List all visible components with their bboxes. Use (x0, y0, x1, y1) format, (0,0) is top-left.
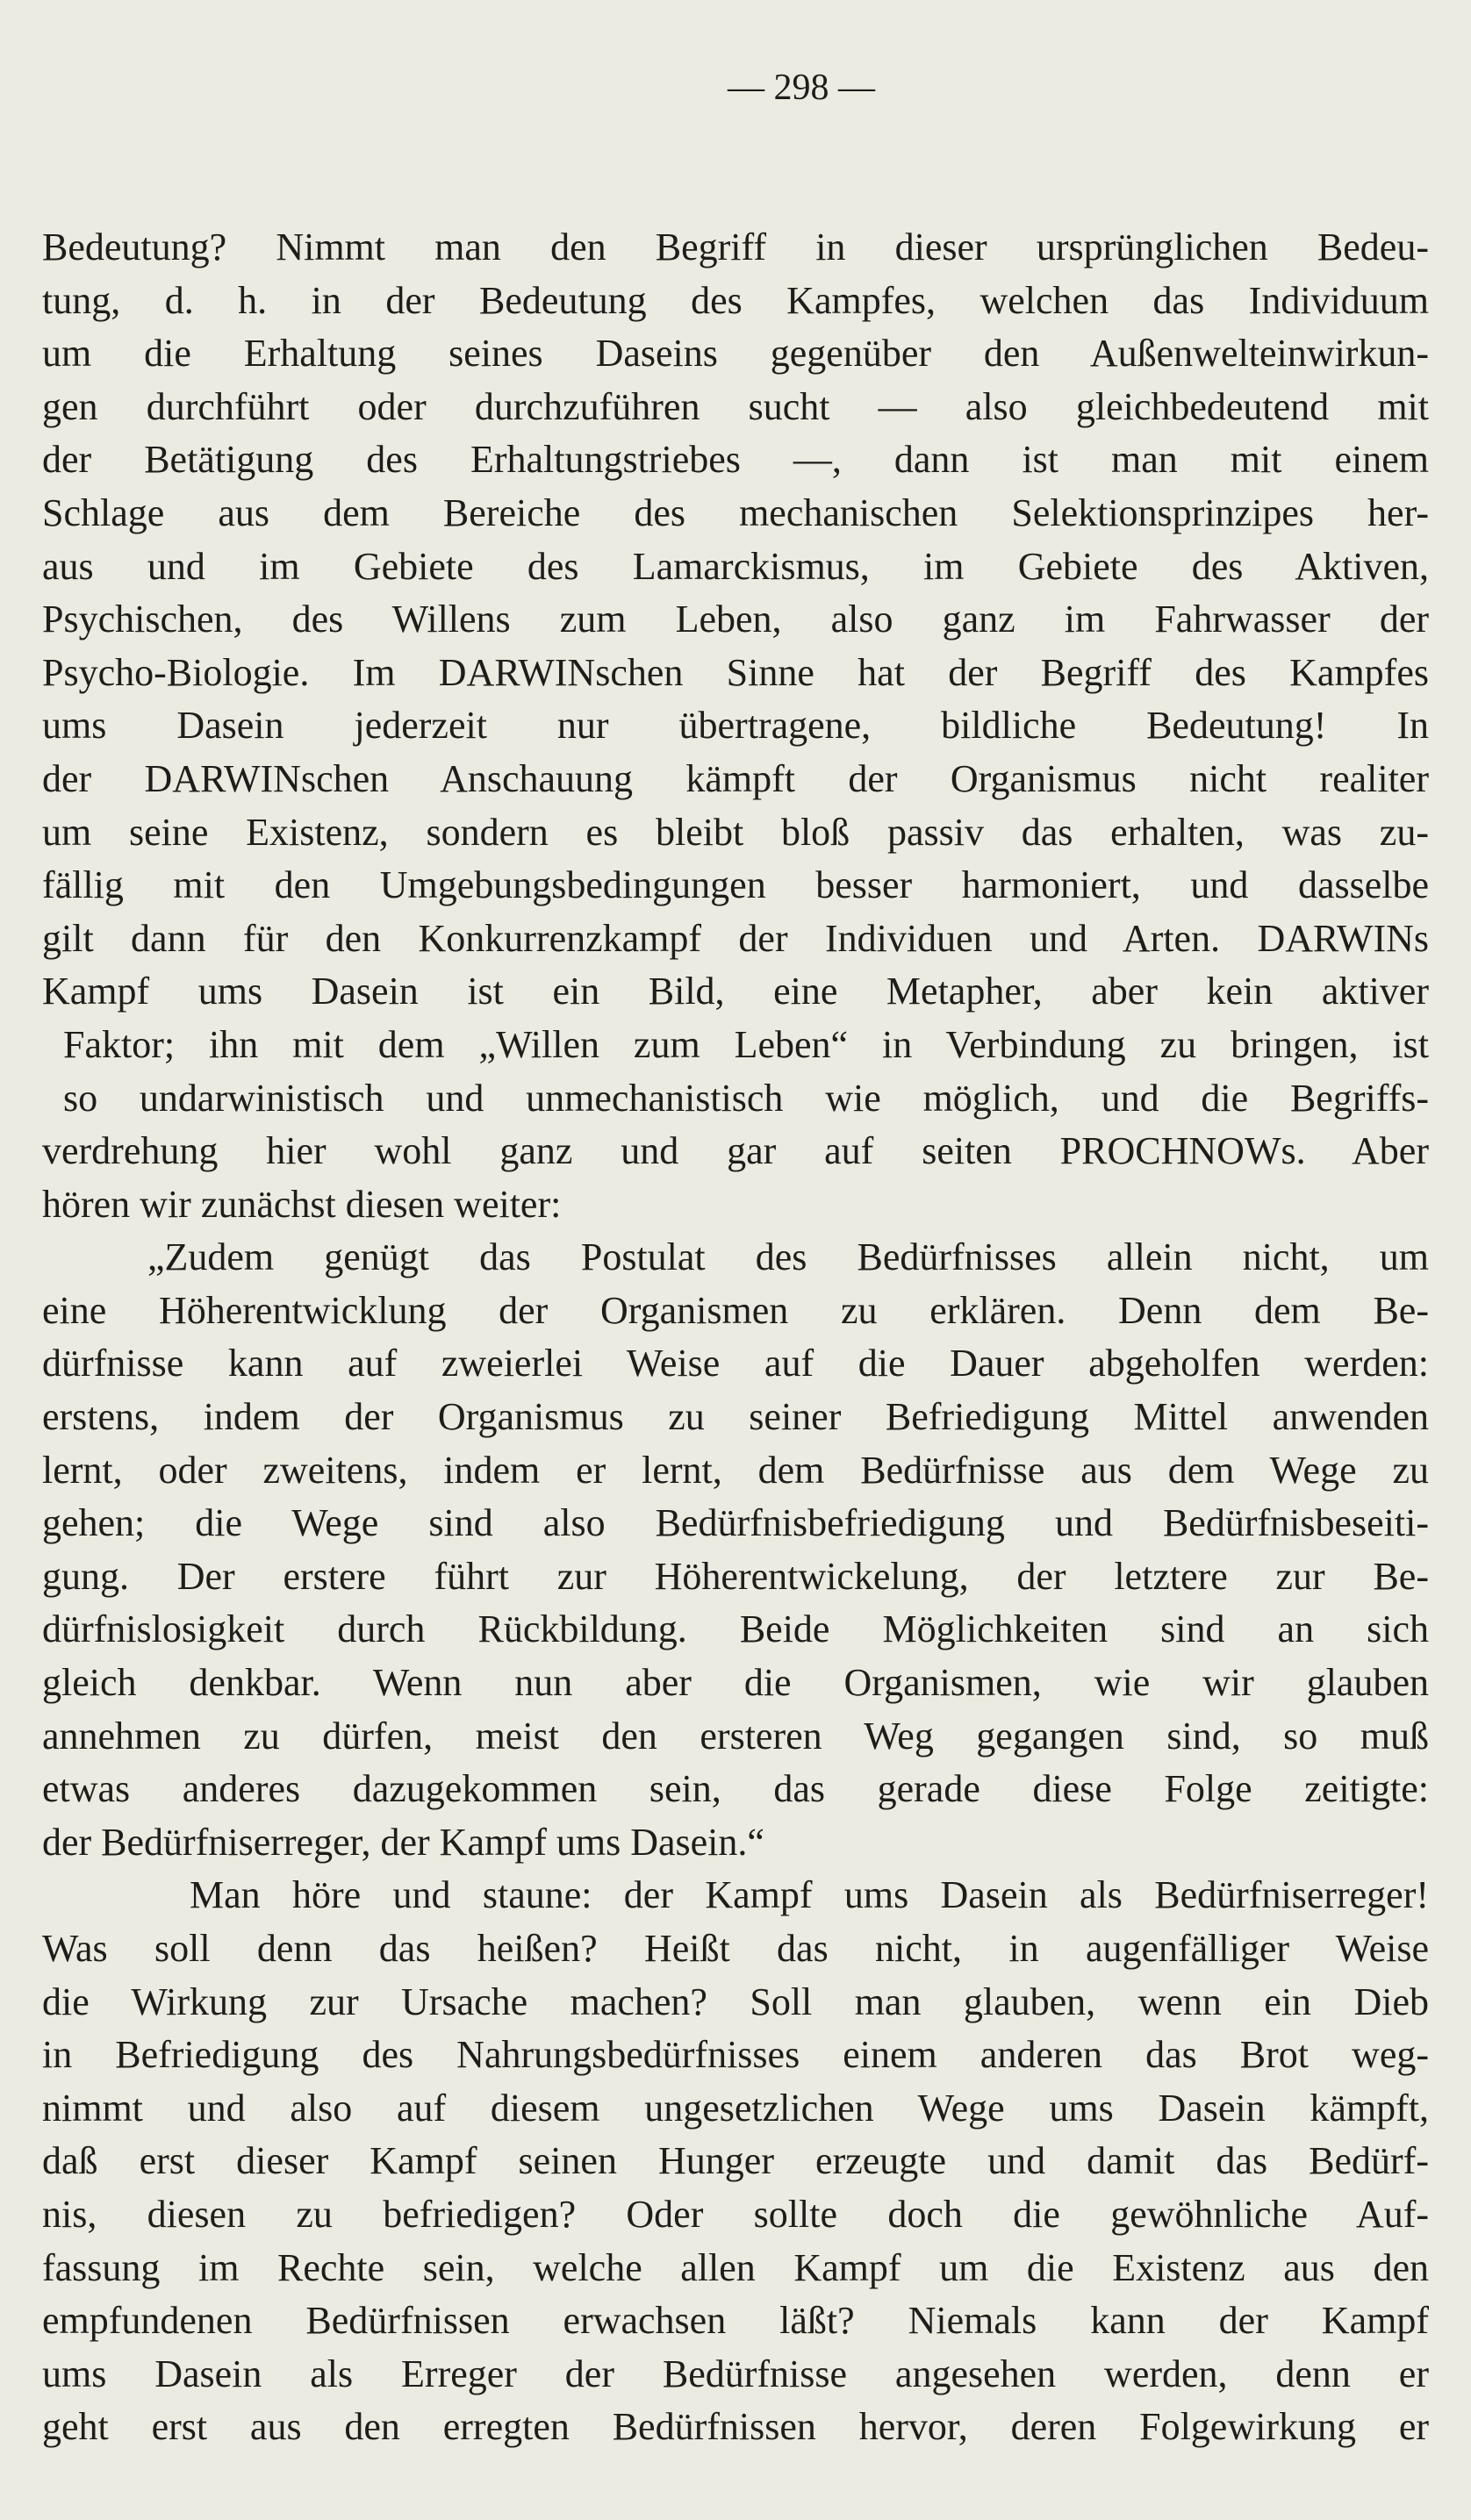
text-line: gilt dann für den Konkurrenzkampf der Individuen und Arten. DARWINs (42, 916, 1429, 960)
text-line: Psychischen, des Willens zum Leben, also ganz im Fahrwasser der (42, 598, 1429, 641)
text-line: „Zudem genügt das Postulat des Bedürfnisses allein nicht, um (147, 1235, 1429, 1279)
text-line: um seine Existenz, sondern es bleibt bloß passiv das erhalten, was zu- (42, 810, 1429, 854)
text-line: fassung im Rechte sein, welche allen Kampf um die Existenz aus den (42, 2245, 1429, 2289)
text-line: nis, diesen zu befriedigen? Oder sollte doch die gewöhnliche Auf- (42, 2192, 1429, 2236)
text-line: die Wirkung zur Ursache machen? Soll man glauben, wenn ein Dieb (42, 1979, 1429, 2023)
text-line: gung. Der erstere führt zur Höherentwickelung, der letztere zur Be- (42, 1554, 1429, 1598)
text-line: Bedeutung? Nimmt man den Begriff in dieser ursprünglichen Bedeu- (42, 226, 1429, 268)
text-line: Man höre und staune: der Kampf ums Dasein als Bedürfniserreger! (190, 1873, 1429, 1917)
text-line: der Bedürfniserreger, der Kampf ums Dasein.“ (42, 1820, 764, 1864)
text-line: etwas anderes dazugekommen sein, das gerade diese Folge zeitigte: (42, 1767, 1429, 1811)
text-line: gleich denkbar. Wenn nun aber die Organismen, wie wir glauben (42, 1661, 1429, 1705)
text-line: verdrehung hier wohl ganz und gar auf seiten PROCHNOWs. Aber (42, 1129, 1429, 1173)
text-line: der DARWINschen Anschauung kämpft der Organismus nicht realiter (42, 756, 1429, 800)
text-line: gen durchführt oder durchzuführen sucht — also gleichbedeutend mit (42, 384, 1429, 428)
text-line: hören wir zunächst diesen weiter: (42, 1182, 562, 1226)
text-line: der Betätigung des Erhaltungstriebes —, dann ist man mit einem (42, 438, 1429, 482)
text-line: Faktor; ihn mit dem „Willen zum Leben“ in Verbindung zu bringen, ist (63, 1022, 1429, 1066)
text-line: dürfnisse kann auf zweierlei Weise auf die Dauer abgeholfen werden: (42, 1342, 1429, 1385)
body-text (42, 221, 1429, 2454)
text-line: in Befriedigung des Nahrungsbedürfnisses einem anderen das Brot weg- (42, 2033, 1429, 2077)
text-line: tung, d. h. in der Bedeutung des Kampfes, welchen das Individuum (42, 278, 1429, 322)
text-line: erstens, indem der Organismus zu seiner Befriedigung Mittel anwenden (42, 1395, 1429, 1439)
text-line: eine Höherentwicklung der Organismen zu erklären. Denn dem Be- (42, 1288, 1429, 1332)
text-line: annehmen zu dürfen, meist den ersteren Weg gegangen sind, so muß (42, 1714, 1429, 1758)
text-line: Psycho-Biologie. Im DARWINschen Sinne hat der Begriff des Kampfes (42, 650, 1429, 694)
text-line: geht erst aus den erregten Bedürfnissen hervor, deren Folgewirkung er (42, 2405, 1429, 2449)
text-line: dürfnislosigkeit durch Rückbildung. Beide Möglichkeiten sind an sich (42, 1607, 1429, 1651)
text-line: empfundenen Bedürfnissen erwachsen läßt? Niemals kann der Kampf (42, 2299, 1429, 2343)
text-line: um die Erhaltung seines Daseins gegenüber den Außenwelteinwirkun- (42, 332, 1429, 376)
text-line: fällig mit den Umgebungsbedingungen besser harmoniert, und dasselbe (42, 863, 1429, 907)
page-number-header: — 298 — (728, 68, 875, 108)
text-line: nimmt und also auf diesem ungesetzlichen Wege ums Dasein kämpft, (42, 2086, 1429, 2130)
text-line: aus und im Gebiete des Lamarckismus, im Gebiete des Aktiven, (42, 544, 1429, 588)
text-line: Was soll denn das heißen? Heißt das nicht, in augenfälliger Weise (42, 1927, 1429, 1970)
text-line: ums Dasein als Erreger der Bedürfnisse angesehen werden, denn er (42, 2352, 1429, 2395)
text-line: gehen; die Wege sind also Bedürfnisbefriedigung und Bedürfnisbeseiti- (42, 1501, 1429, 1545)
text-line: ums Dasein jederzeit nur übertragene, bildliche Bedeutung! In (42, 704, 1429, 748)
text-line: so undarwinistisch und unmechanistisch wie möglich, und die Begriffs- (63, 1076, 1429, 1120)
text-line: lernt, oder zweitens, indem er lernt, dem Bedürfnisse aus dem Wege zu (42, 1448, 1429, 1492)
text-line: Kampf ums Dasein ist ein Bild, eine Metapher, aber kein aktiver (42, 970, 1429, 1013)
text-line: daß erst dieser Kampf seinen Hunger erzeugte und damit das Bedürf- (42, 2139, 1429, 2183)
text-line: Schlage aus dem Bereiche des mechanischen Selektionsprinzipes her- (42, 490, 1429, 534)
